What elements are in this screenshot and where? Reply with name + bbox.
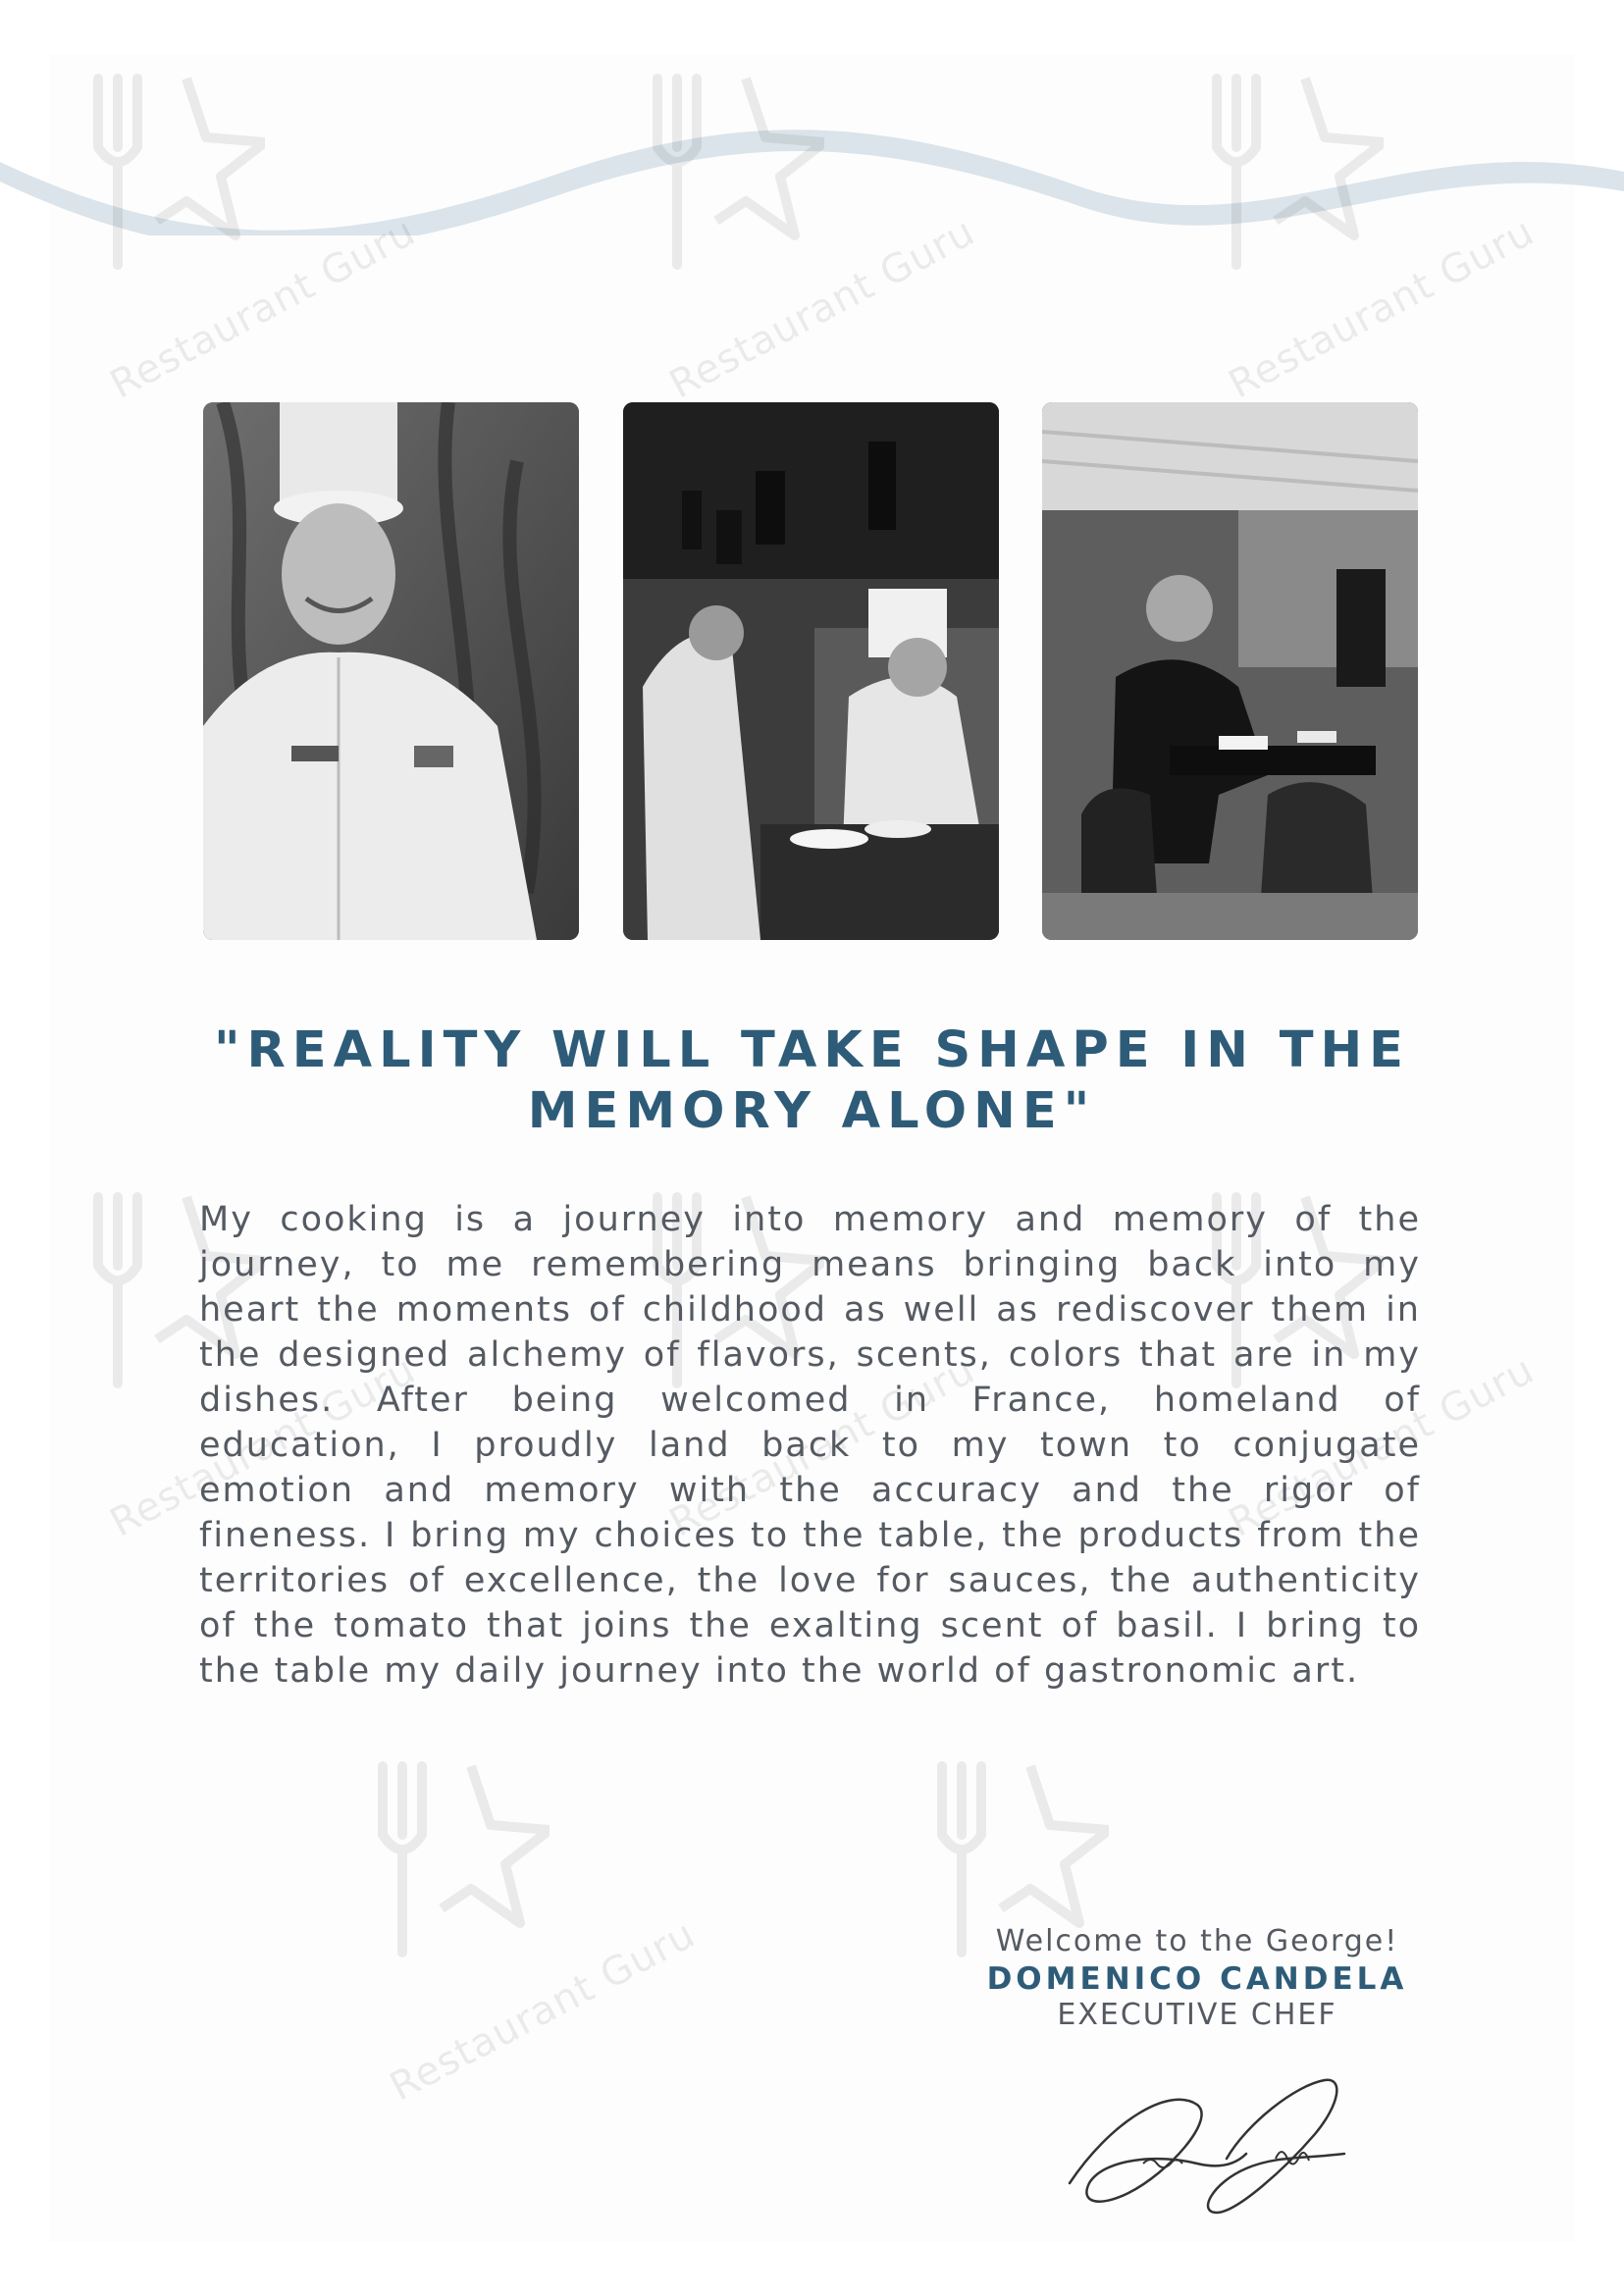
decorative-wave [0,59,1624,235]
handwritten-signature [1050,2065,1364,2237]
kitchen-photo [623,402,999,940]
dining-room-photo [1042,402,1418,940]
quote-heading: "REALITY WILL TAKE SHAPE IN THE MEMORY ALONE" [213,1021,1411,1140]
chef-statement-paragraph: My cooking is a journey into memory and memory of the journey, to me remembering means bringing back into my heart the moments of childhood as well as rediscover them in the designed alchemy of flavors, scents, colors that are in my dishes. After being welcomed in France, homeland of education, I proudly land back to my town to conjugate emotion and memory with the accuracy and the rigor of fineness. I bring my choices to the table, the products from the territories of excellence, the love for sauces, the authenticity of the tomato that joins the exalting scent of basil. I bring to the table my daily journey into the world of gastronomic art. [199,1200,1421,1691]
welcome-line: Welcome to the George! [995,1924,1399,1958]
chef-portrait-photo [203,402,579,940]
chef-title: EXECUTIVE CHEF [1057,1998,1337,2032]
signoff-block [971,1923,1423,2033]
chef-name: DOMENICO CANDELA [986,1961,1408,1997]
menu-page [49,54,1575,2242]
